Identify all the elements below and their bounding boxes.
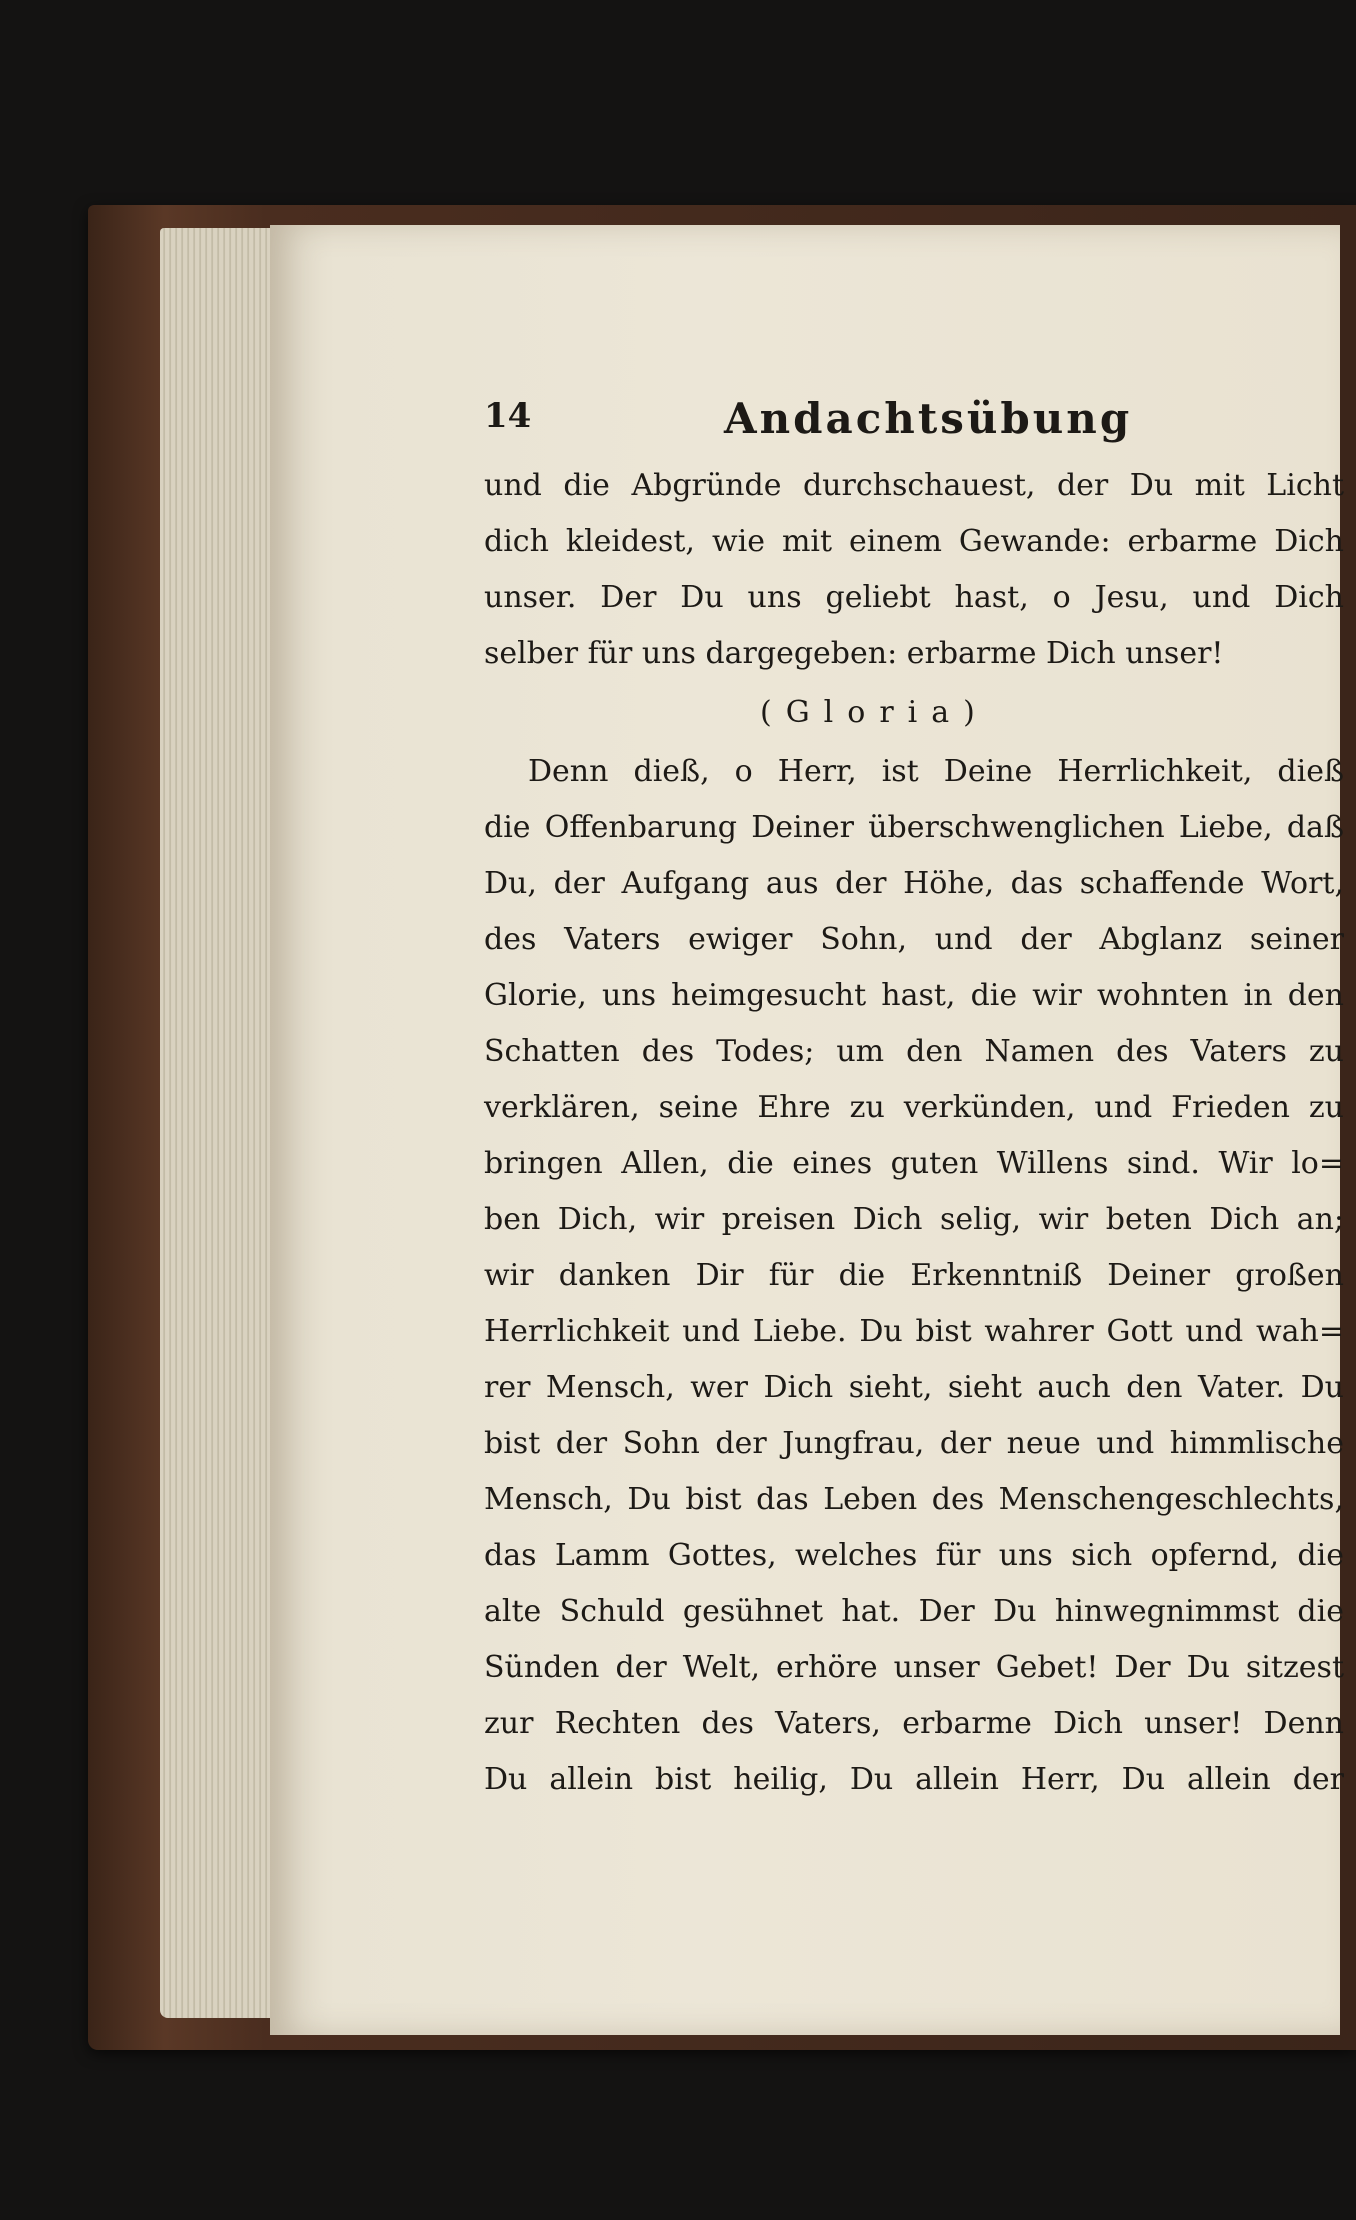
text-line: Mensch, Du bist das Leben des Menschengeschlechts, — [484, 1482, 1344, 1517]
text-line: Du, der Aufgang aus der Höhe, das schaffende Wort, — [484, 866, 1344, 901]
text-line: Schatten des Todes; um den Namen des Vaters zu — [484, 1034, 1344, 1069]
text-line: und die Abgründe durchschauest, der Du mit Licht — [484, 468, 1344, 503]
text-line: Denn dieß, o Herr, ist Deine Herrlichkeit, dieß — [528, 754, 1344, 789]
text-line: Glorie, uns heimgesucht hast, die wir wohnten in den — [484, 978, 1344, 1013]
text-line: das Lamm Gottes, welches für uns sich opfernd, die — [484, 1538, 1344, 1573]
text-line: zur Rechten des Vaters, erbarme Dich unser! Denn — [484, 1706, 1344, 1741]
text-line: bist der Sohn der Jungfrau, der neue und himmlische — [484, 1426, 1344, 1461]
text-line: wir danken Dir für die Erkenntniß Deiner großen — [484, 1258, 1344, 1293]
paragraph-1 — [484, 458, 1344, 682]
text-line: selber für uns dargegeben: erbarme Dich unser! — [484, 636, 1224, 671]
page-header — [484, 388, 1344, 458]
paragraph-2 — [484, 744, 1344, 1808]
text-line: Du allein bist heilig, Du allein Herr, Du allein der — [484, 1762, 1344, 1797]
text-line: ben Dich, wir preisen Dich selig, wir beten Dich an; — [484, 1202, 1344, 1237]
text-line: bringen Allen, die eines guten Willens sind. Wir lo= — [484, 1146, 1344, 1181]
text-line: rer Mensch, wer Dich sieht, sieht auch den Vater. Du — [484, 1370, 1344, 1405]
page-number: 14 — [484, 396, 532, 436]
text-line: unser. Der Du uns geliebt hast, o Jesu, und Dich — [484, 580, 1344, 615]
text-line: dich kleidest, wie mit einem Gewande: erbarme Dich — [484, 524, 1344, 559]
text-line: des Vaters ewiger Sohn, und der Abglanz seiner — [484, 922, 1344, 957]
text-line: Sünden der Welt, erhöre unser Gebet! Der Du sitzest — [484, 1650, 1344, 1685]
gloria-heading: (Gloria) — [760, 695, 989, 730]
text-line: verklären, seine Ehre zu verkünden, und Frieden zu — [484, 1090, 1344, 1125]
page-text — [484, 388, 1344, 1808]
running-title: Andachtsübung — [724, 394, 1133, 443]
text-line: alte Schuld gesühnet hat. Der Du hinwegnimmst die — [484, 1594, 1344, 1629]
text-line: die Offenbarung Deiner überschwenglichen Liebe, daß — [484, 810, 1344, 845]
text-line: Herrlichkeit und Liebe. Du bist wahrer Gott und wah= — [484, 1314, 1344, 1349]
